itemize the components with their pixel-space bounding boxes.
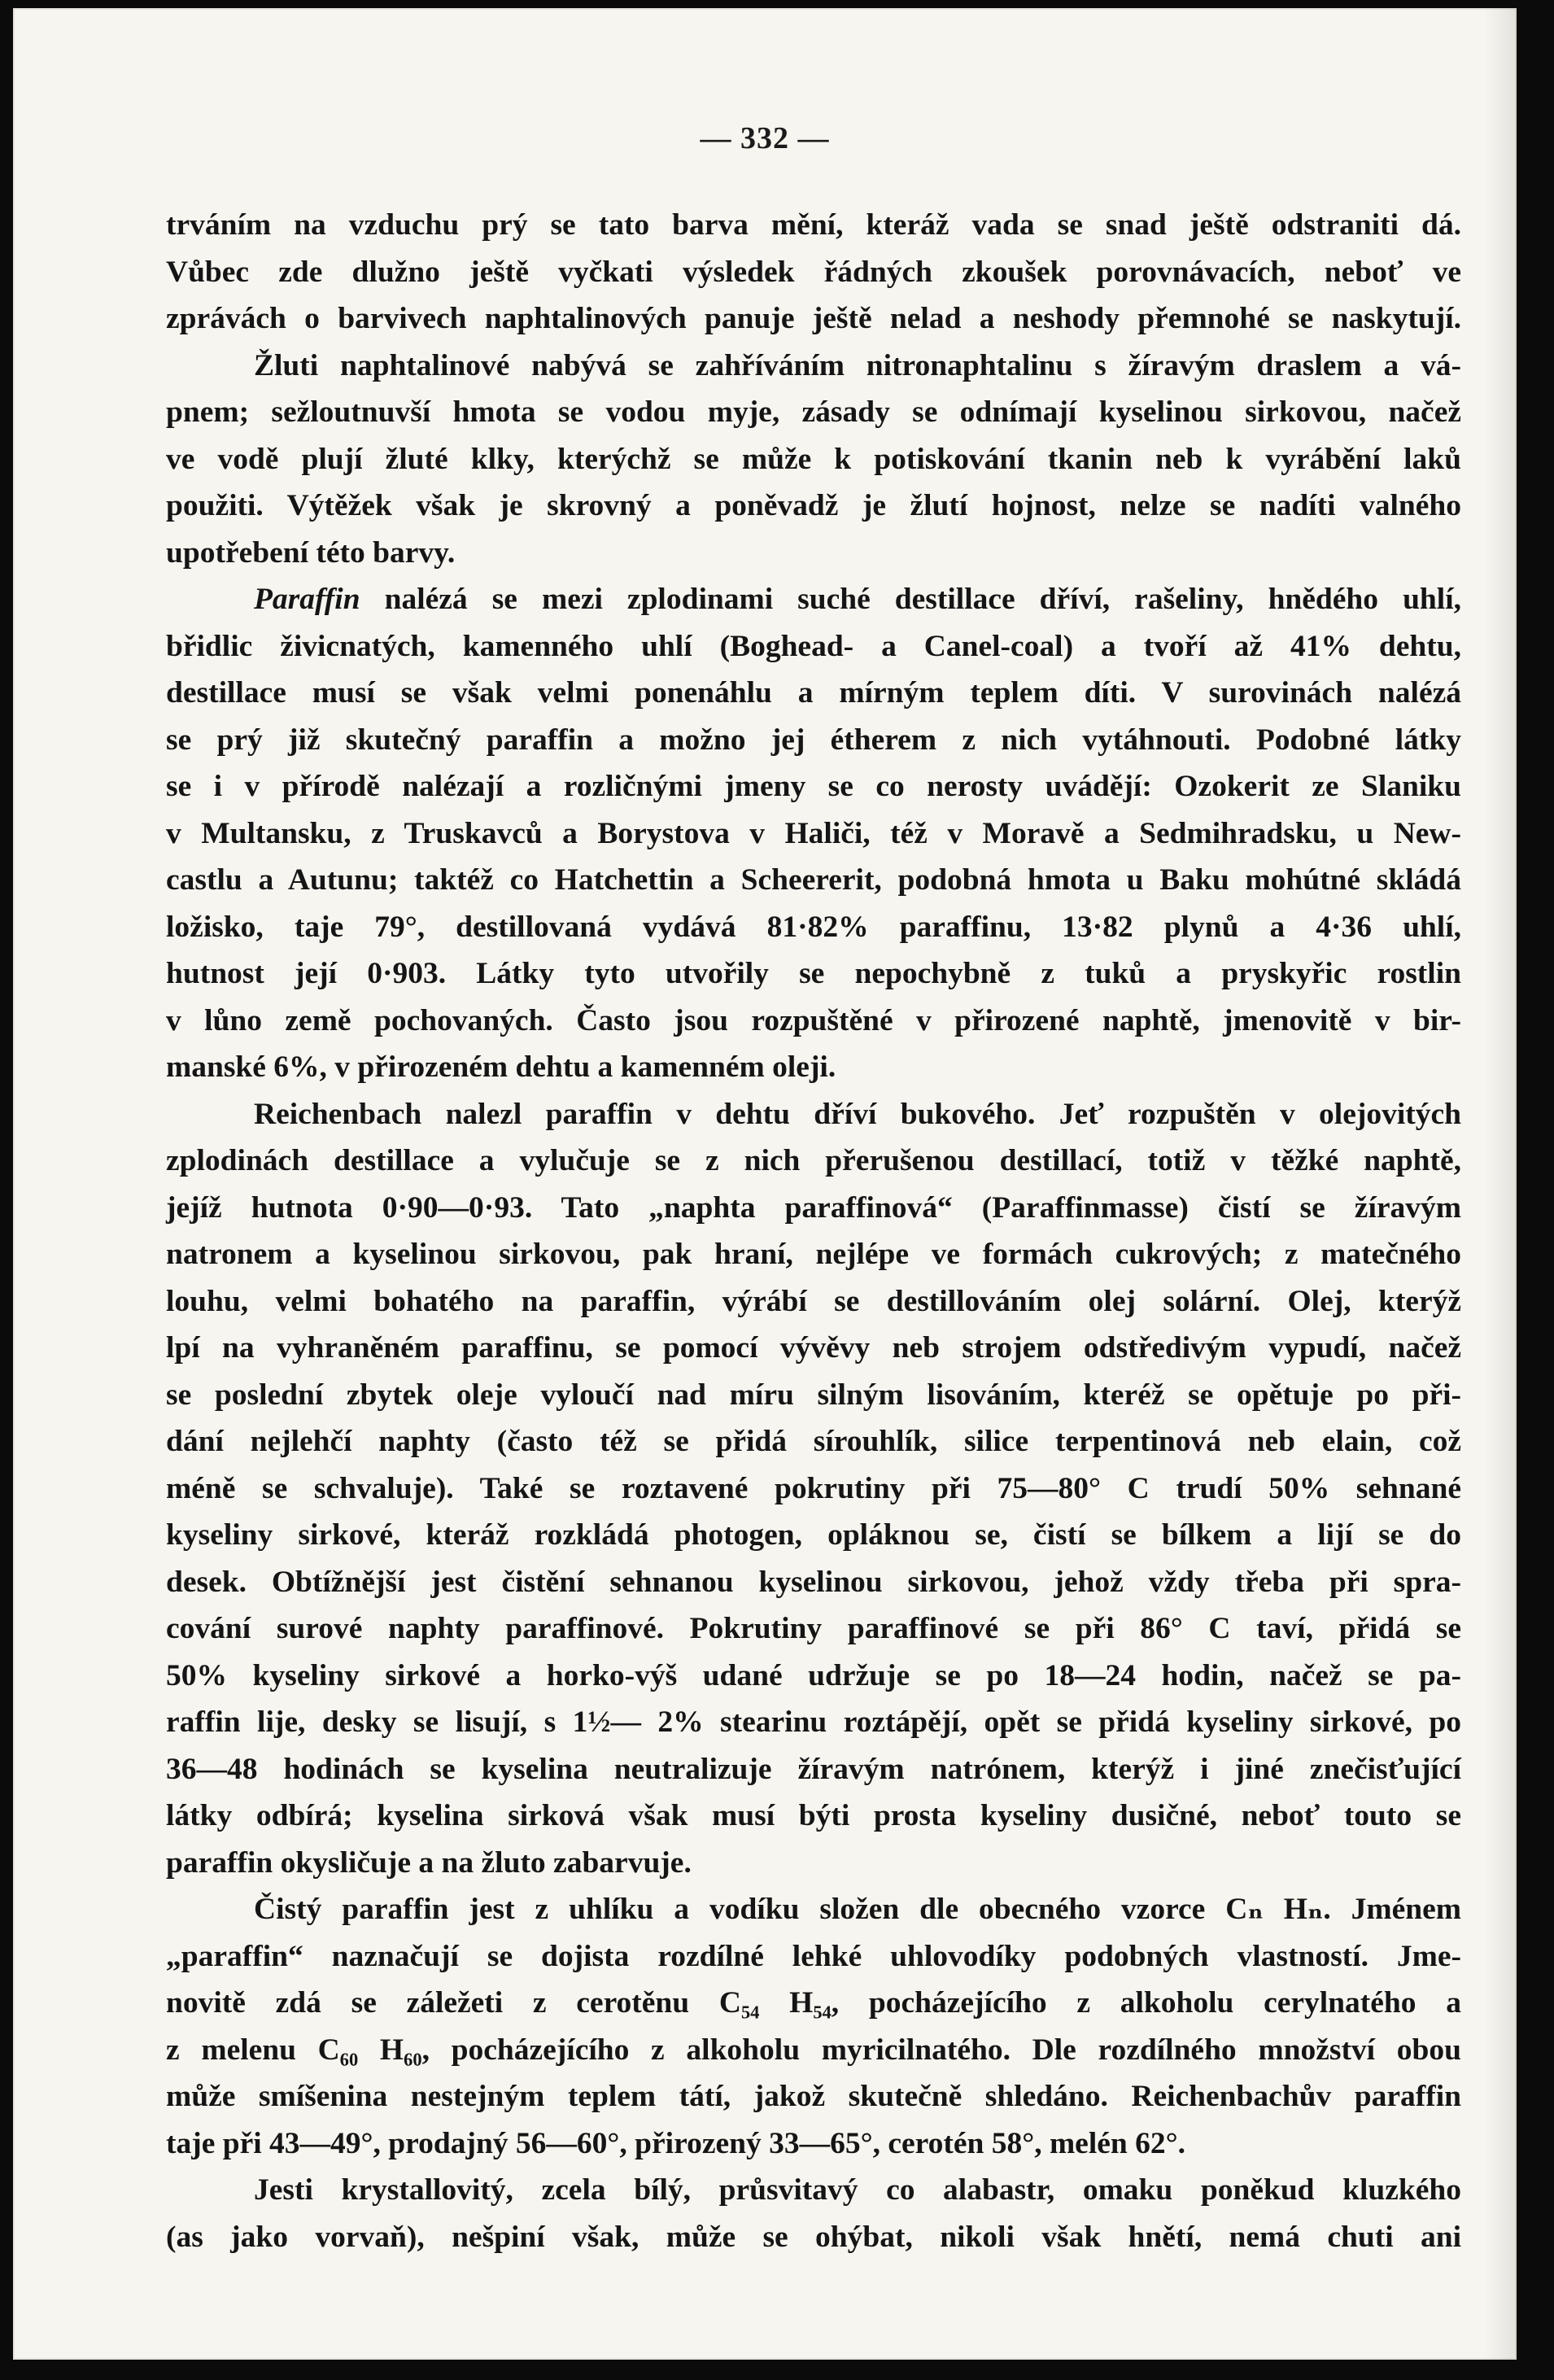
italic-term: Paraffin — [254, 583, 360, 616]
text-line: méně se schvaluje). Také se roztavené pokrutiny při 75—80° C trudí 50% sehnané — [166, 1471, 1461, 1505]
text-line: desek. Obtížnější jest čistění sehnanou kyselinou sirkovou, jehož vždy třeba při spra- — [166, 1565, 1461, 1599]
text-line: zprávách o barvivech naphtalinových panuje ještě nelad a neshody přemnohé se naskytují. — [166, 302, 1461, 335]
text-line: se prý již skutečný paraffin a možno jej étherem z nich vytáhnouti. Podobné látky — [166, 723, 1461, 757]
body-text — [166, 202, 1461, 2260]
text-line: upotřebení této barvy. — [166, 535, 456, 570]
text-line: se poslední zbytek oleje vyloučí nad míru silným lisováním, kteréž se opětuje po při- — [166, 1378, 1461, 1412]
text-line: v Multansku, z Truskavců a Borystova v Haliči, též v Moravě a Sedmihradsku, u New- — [166, 816, 1461, 850]
text-line: natronem a kyselinou sirkovou, pak hraní, nejlépe ve formách cukrových; z matečného — [166, 1238, 1461, 1271]
text-line: Žluti naphtalinové nabývá se zahříváním nitronaphtalinu s žíravým draslem a vá- — [254, 348, 1461, 382]
text-line: Čistý paraffin jest z uhlíku a vodíku složen dle obecného vzorce Cₙ Hₙ. Jménem — [254, 1893, 1461, 1926]
text-line: ve vodě plují žluté klky, kterýchž se může k potiskování tkanin neb k vyrábění laků — [166, 442, 1461, 476]
text-line: pnem; sežloutnuvší hmota se vodou myje, zásady se odnímají kyselinou sirkovou, načež — [166, 395, 1461, 429]
text-line: použiti. Výtěžek však je skrovný a poněvadž je žlutí hojnost, nelze se nadíti valného — [166, 489, 1461, 522]
text-line: 36—48 hodinách se kyselina neutralizuje žíravým natrónem, kterýž i jiné znečisťující — [166, 1752, 1461, 1786]
text-line: hutnost její 0·903. Látky tyto utvořily se nepochybně z tuků a pryskyřic rostlin — [166, 957, 1461, 990]
text-line: se i v přírodě nalézají a rozličnými jmeny se co nerosty uvádějí: Ozokerit ze Slaniku — [166, 770, 1461, 803]
page-number: — 332 — — [700, 121, 830, 155]
text-line: trváním na vzduchu prý se tato barva mění, kteráž vada se snad ještě odstraniti dá. — [166, 208, 1461, 242]
text-line: látky odbírá; kyselina sirková však musí býti prosta kyseliny dusičné, neboť touto se — [166, 1799, 1461, 1832]
text-line: louhu, velmi bohatého na paraffin, výrábí se destillováním olej solární. Olej, kterýž — [166, 1284, 1461, 1318]
page-edge-shadow — [1484, 8, 1517, 2360]
text-line: cování surové naphty paraffinové. Pokrutiny paraffinové se při 86° C taví, přidá se — [166, 1612, 1461, 1645]
text-line: může smíšenina nestejným teplem tátí, jakož skutečně shledáno. Reichenbachův paraffin — [166, 2080, 1461, 2113]
text-line: Reichenbach nalezl paraffin v dehtu dříví bukového. Jeť rozpuštěn v olejovitých — [254, 1097, 1461, 1131]
text-line: paraffin okysličuje a na žluto zabarvuje. — [166, 1845, 692, 1880]
text-line: manské 6%, v přirozeném dehtu a kamenném oleji. — [166, 1050, 836, 1084]
text-line: kyseliny sirkové, kteráž rozkládá photogen, opláknou se, čistí se bílkem a lijí se do — [166, 1518, 1461, 1552]
text-line: Vůbec zde dlužno ještě vyčkati výsledek řádných zkoušek porovnávacích, neboť ve — [166, 255, 1461, 289]
text-line: lpí na vyhraněném paraffinu, se pomocí vývěvy neb strojem odstředivým vypudí, načež — [166, 1331, 1461, 1365]
text-line: Jesti krystallovitý, zcela bílý, průsvitavý co alabastr, omaku poněkud kluzkého — [254, 2173, 1461, 2207]
text-line: zplodinách destillace a vylučuje se z nich přerušenou destillací, totiž v těžké naphtě, — [166, 1144, 1461, 1177]
text-line — [166, 576, 1461, 623]
line-text: nalézá se mezi zplodinami suché destillace dříví, rašeliny, hnědého uhlí, — [360, 583, 1461, 616]
text-line: „paraffin“ naznačují se dojista rozdílné lehké uhlovodíky podobných vlastností. Jme- — [166, 1939, 1461, 1973]
book-page — [13, 8, 1517, 2360]
text-line: novitě zdá se záležeti z cerotěnu C₅₄ H₅₄, pocházejícího z alkoholu cerylnatého a — [166, 1986, 1461, 2020]
text-line: břidlic živicnatých, kamenného uhlí (Boghead- a Canel-coal) a tvoří až 41% dehtu, — [166, 629, 1461, 663]
text-line: raffin lije, desky se lisují, s 1½— 2% stearinu roztápějí, opět se přidá kyseliny sirkové, po — [166, 1705, 1461, 1739]
text-line: z melenu C₆₀ H₆₀, pocházejícího z alkoholu myricilnatého. Dle rozdílného množství obou — [166, 2033, 1461, 2067]
text-line: 50% kyseliny sirkové a horko-výš udané udržuje se po 18—24 hodin, načež se pa- — [166, 1658, 1461, 1692]
text-line: v lůno země pochovaných. Často jsou rozpuštěné v přirozené naphtě, jmenovitě v bir- — [166, 1003, 1461, 1037]
text-line: ložisko, taje 79°, destillovaná vydává 81·82% paraffinu, 13·82 plynů a 4·36 uhlí, — [166, 910, 1461, 944]
text-line: (as jako vorvaň), nešpiní však, může se ohýbat, nikoli však hnětí, nemá chuti ani — [166, 2220, 1461, 2254]
text-line: jejíž hutnota 0·90—0·93. Tato „naphta paraffinová“ (Paraffinmasse) čistí se žíravým — [166, 1190, 1461, 1225]
text-line: dání nejlehčí naphty (často též se přidá sírouhlík, silice terpentinová neb elain, což — [166, 1425, 1461, 1458]
text-line: taje při 43—49°, prodajný 56—60°, přirozený 33—65°, cerotén 58°, melén 62°. — [166, 2126, 1185, 2160]
text-line: castlu a Autunu; taktéž co Hatchettin a Scheererit, podobná hmota u Baku mohútné skládá — [166, 863, 1461, 897]
text-line: destillace musí se však velmi ponenáhlu a mírným teplem díti. V surovinách nalézá — [166, 676, 1461, 710]
